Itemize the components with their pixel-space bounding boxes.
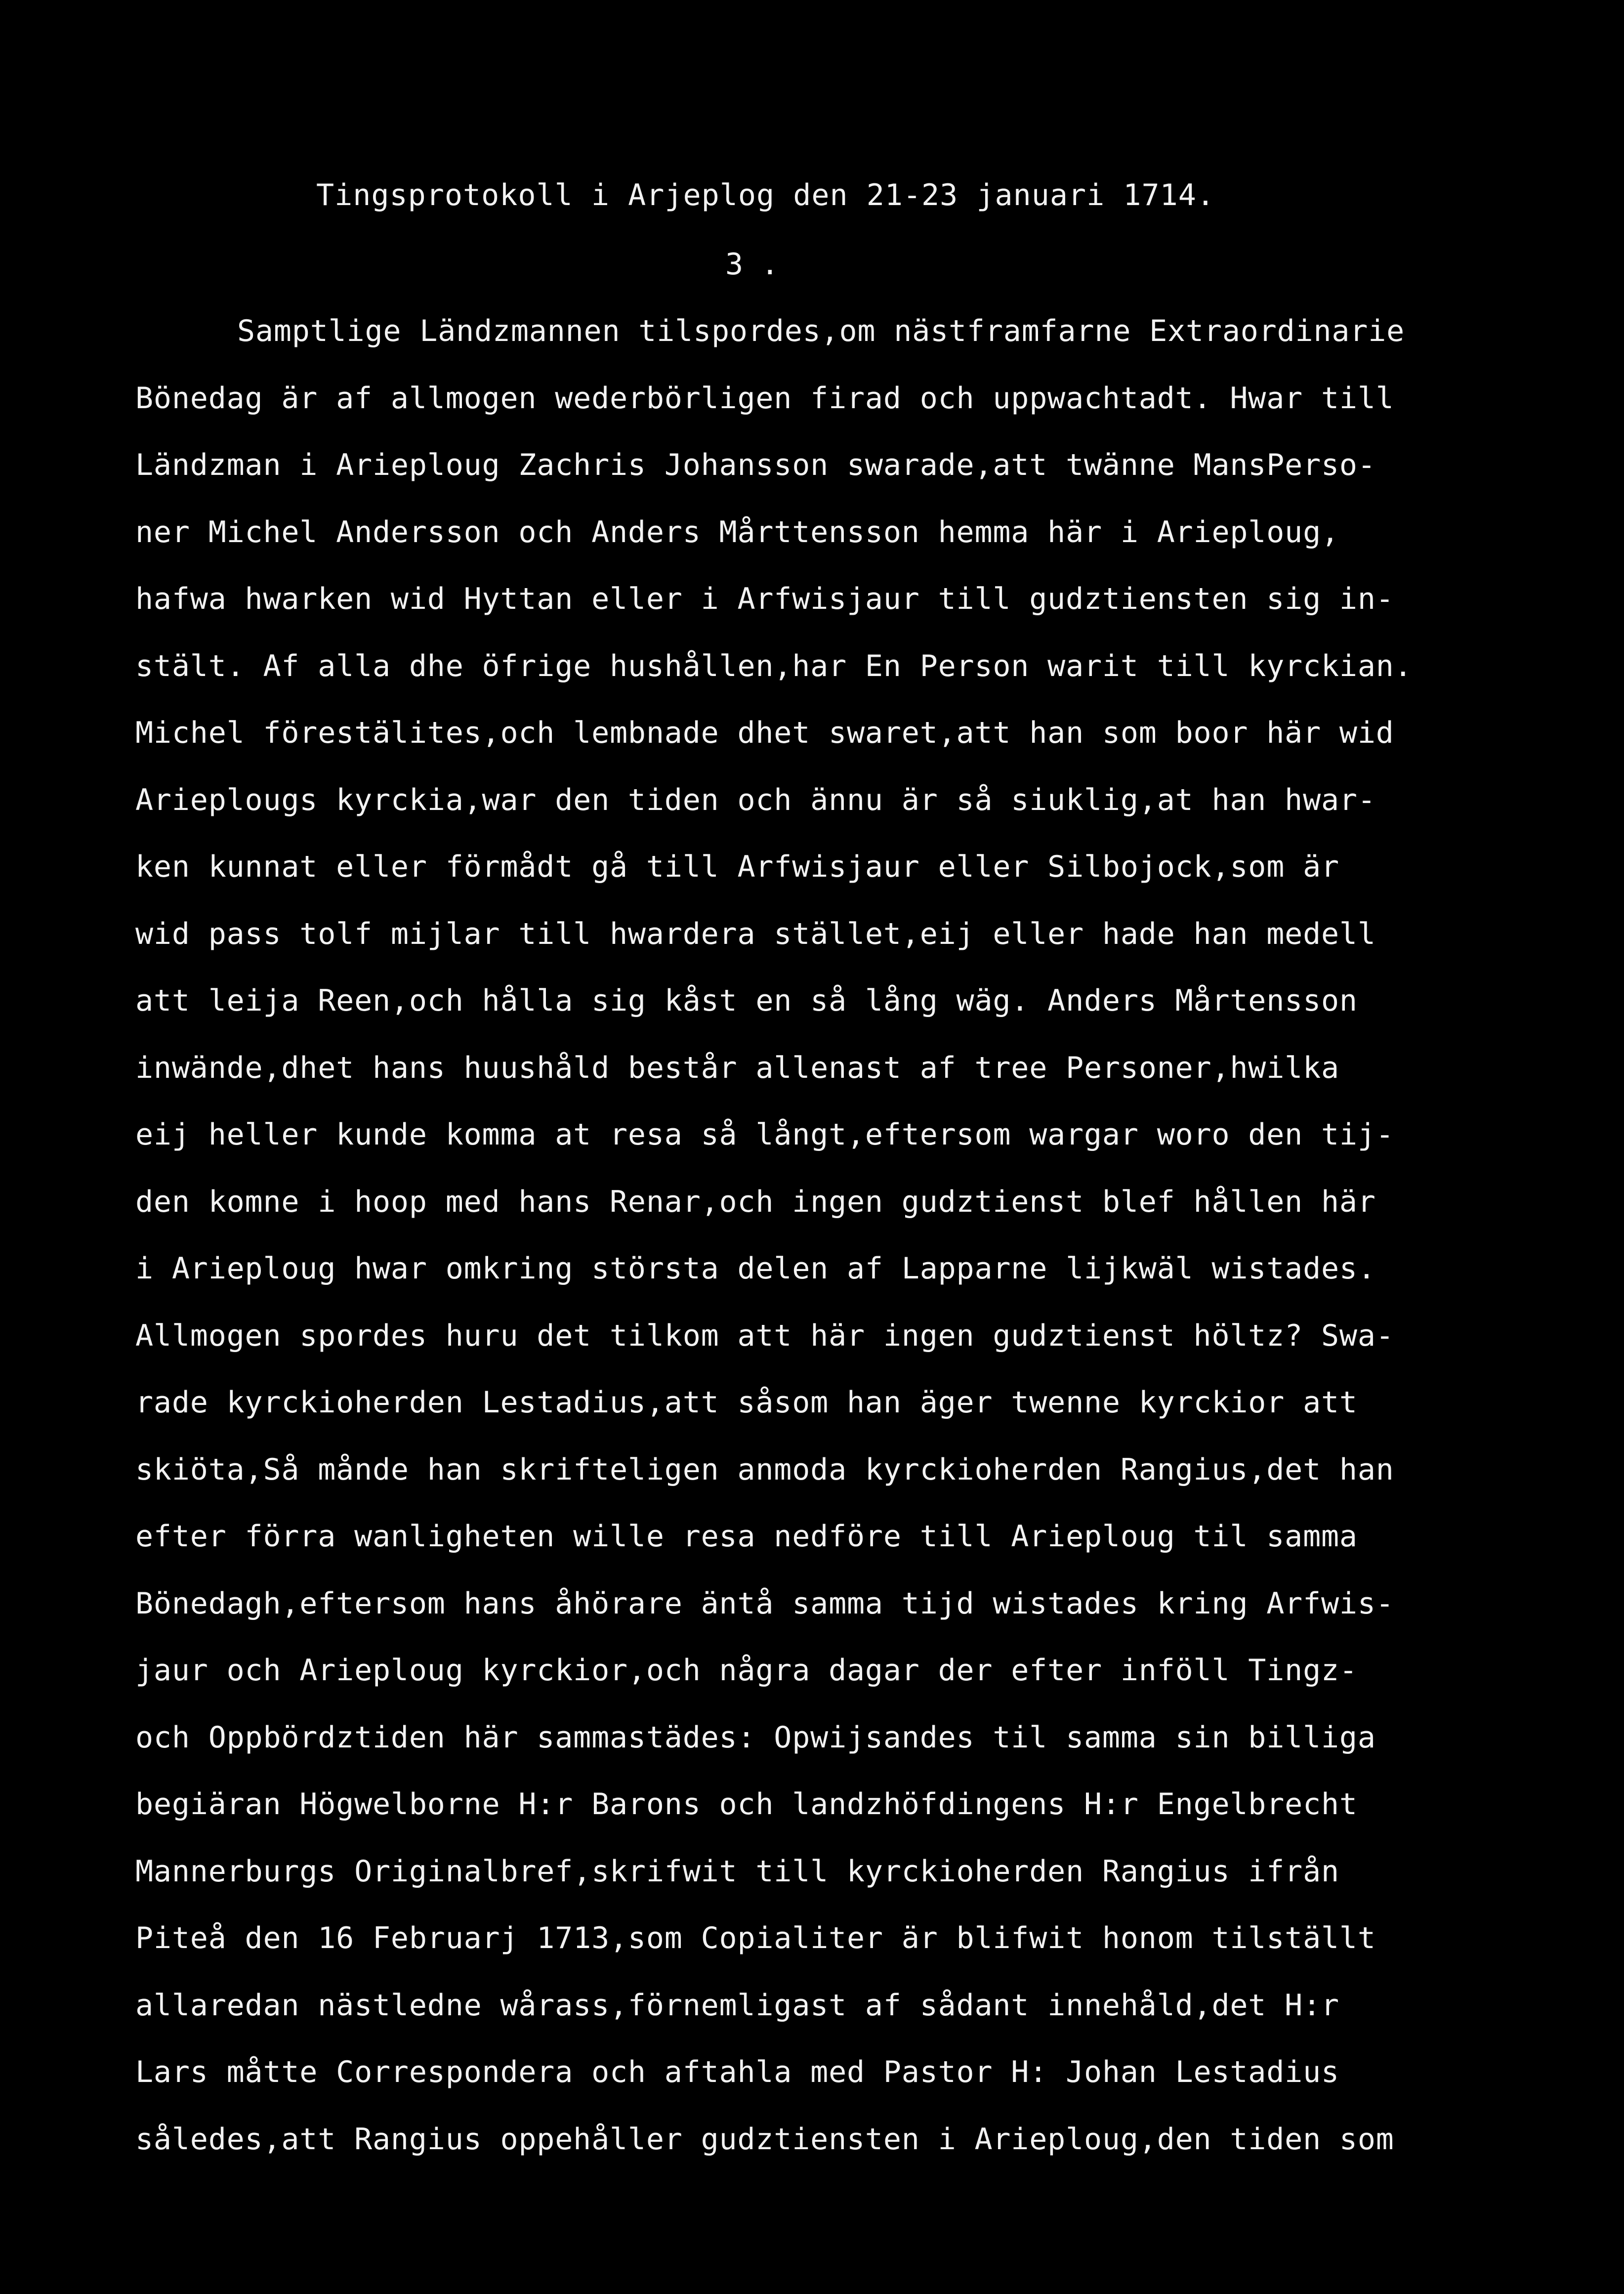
text-line: allaredan nästledne wårass,förnemligast af sådant innehåld,det H:r bbox=[135, 1988, 1339, 2023]
text-line: Bönedag är af allmogen wederbörligen firad och uppwachtadt. Hwar till bbox=[135, 381, 1394, 416]
text-line: Ländzman i Arieploug Zachris Johansson swarade,att twänne MansPerso- bbox=[135, 448, 1376, 482]
text-line: att leija Reen,och hålla sig kåst en så lång wäg. Anders Mårtensson bbox=[135, 983, 1358, 1018]
text-line: stält. Af alla dhe öfrige hushållen,har En Person warit till kyrckian. bbox=[135, 648, 1413, 683]
text-line: Arieplougs kyrckia,war den tiden och ännu är så siuklig,at han hwar- bbox=[135, 782, 1376, 817]
text-line: hafwa hwarken wid Hyttan eller i Arfwisjaur till gudztiensten sig in- bbox=[135, 582, 1394, 616]
text-line: Piteå den 16 Februarj 1713,som Copialiter är blifwit honom tilställt bbox=[135, 1921, 1376, 1955]
text-line: inwände,dhet hans huushåld består allenast af tree Personer,hwilka bbox=[135, 1050, 1339, 1085]
text-line: rade kyrckioherden Lestadius,att såsom han äger twenne kyrckior att bbox=[135, 1385, 1358, 1420]
text-line: Lars måtte Correspondera och aftahla med Pastor H: Johan Lestadius bbox=[135, 2055, 1339, 2089]
text-line: Allmogen spordes huru det tilkom att här ingen gudztienst höltz? Swa- bbox=[135, 1318, 1394, 1353]
text-line: eij heller kunde komma at resa så långt,eftersom wargar woro den tij- bbox=[135, 1117, 1394, 1152]
text-line: begiäran Högwelborne H:r Barons och landzhöfdingens H:r Engelbrecht bbox=[135, 1787, 1358, 1822]
text-line: Mannerburgs Originalbref,skrifwit till kyrckioherden Rangius ifrån bbox=[135, 1854, 1339, 1889]
text-line: Michel förestälites,och lembnade dhet swaret,att han som boor här wid bbox=[135, 716, 1394, 750]
document-title: Tingsprotokoll i Arjeplog den 21-23 januari 1714. bbox=[316, 178, 1215, 212]
text-line: ner Michel Andersson och Anders Mårttensson hemma här i Arieploug, bbox=[135, 514, 1339, 550]
text-line: efter förra wanligheten wille resa nedföre till Arieploug til samma bbox=[135, 1519, 1358, 1554]
text-line: den komne i hoop med hans Renar,och ingen gudztienst blef hållen här bbox=[135, 1184, 1376, 1219]
text-line: Bönedagh,eftersom hans åhörare äntå samma tijd wistades kring Arfwis- bbox=[135, 1586, 1394, 1621]
text-line: skiöta,Så månde han skrifteligen anmoda kyrckioherden Rangius,det han bbox=[135, 1452, 1394, 1487]
text-line: jaur och Arieploug kyrckior,och några dagar der efter inföll Tingz- bbox=[135, 1653, 1358, 1688]
text-line: Samptlige Ländzmannen tilspordes,om nästframfarne Extraordinarie bbox=[237, 314, 1405, 348]
document-body bbox=[135, 311, 1499, 2186]
text-line: ken kunnat eller förmådt gå till Arfwisjaur eller Silbojock,som är bbox=[135, 850, 1339, 884]
text-line: wid pass tolf mijlar till hwardera stället,eij eller hade han medell bbox=[135, 916, 1376, 951]
page-number: 3 . bbox=[725, 247, 779, 282]
text-line: i Arieploug hwar omkring största delen af Lapparne lijkwäl wistades. bbox=[135, 1251, 1376, 1286]
text-line: och Oppbördztiden här sammastädes: Opwijsandes til samma sin billiga bbox=[135, 1720, 1376, 1755]
text-line: således,att Rangius oppehåller gudztiensten i Arieploug,den tiden som bbox=[135, 2122, 1394, 2157]
